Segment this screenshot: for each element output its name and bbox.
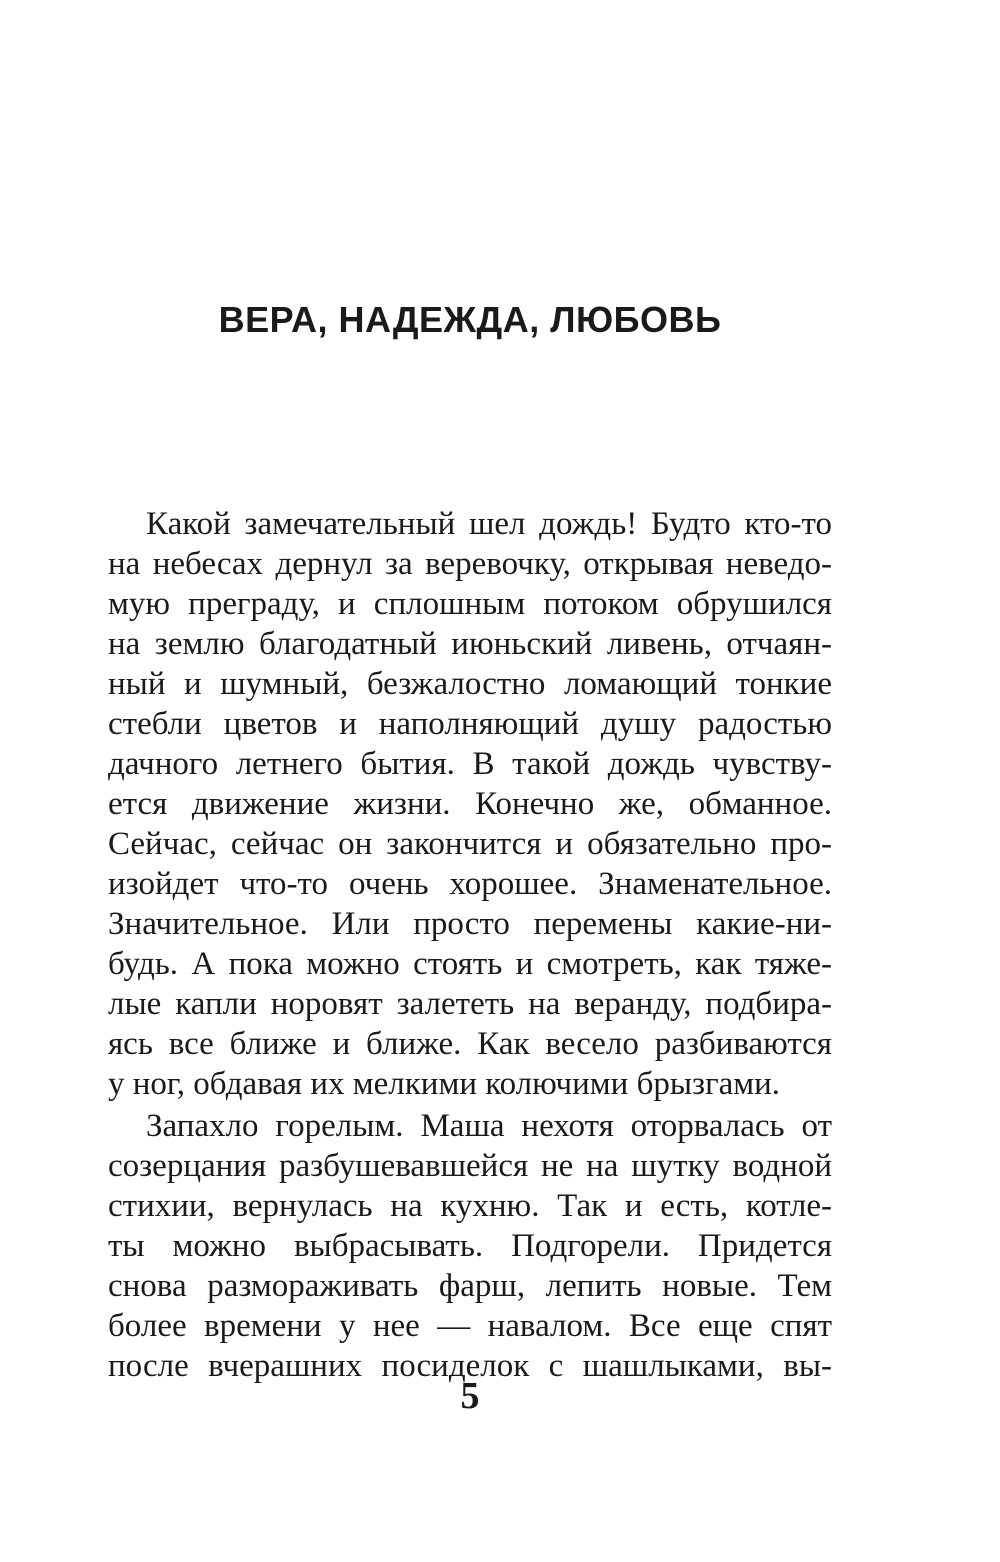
- text-line: на землю благодатный июньский ливень, отчаян-: [108, 626, 832, 662]
- text-line: ясь все ближе и ближе. Как весело разбиваются: [108, 1026, 832, 1062]
- text-line: у ног, обдавая их мелкими колючими брызгами.: [108, 1066, 781, 1102]
- text-line: Сейчас, сейчас он закончится и обязательно про-: [108, 826, 832, 862]
- body-text: [108, 504, 832, 1386]
- text-line: после вчерашних посиделок с шашлыками, вы-: [108, 1348, 832, 1384]
- text-line: лые капли норовят залететь на веранду, подбира-: [108, 986, 832, 1022]
- text-line: ный и шумный, безжалостно ломающий тонкие: [108, 666, 832, 702]
- text-line: Какой замечательный шел дождь! Будто кто-то: [146, 506, 832, 542]
- text-line: будь. А пока можно стоять и смотреть, как тяже-: [108, 946, 832, 982]
- text-line: снова размораживать фарш, лепить новые. Тем: [108, 1268, 832, 1304]
- text-line: более времени у нее — навалом. Все еще спят: [108, 1308, 832, 1344]
- text-line: ется движение жизни. Конечно же, обманное.: [108, 786, 832, 822]
- page-number: 5: [460, 1375, 480, 1417]
- text-line: стебли цветов и наполняющий душу радостью: [108, 706, 832, 742]
- text-line: изойдет что-то очень хорошее. Знаменательное.: [108, 866, 832, 902]
- text-line: ты можно выбрасывать. Подгорели. Придется: [108, 1228, 832, 1264]
- text-line: Запахло горелым. Маша нехотя оторвалась от: [146, 1108, 832, 1144]
- text-line: стихии, вернулась на кухню. Так и есть, котле-: [108, 1188, 832, 1224]
- text-line: на небесах дернул за веревочку, открывая неведо-: [108, 546, 832, 582]
- text-line: мую преграду, и сплошным потоком обрушился: [108, 586, 832, 622]
- text-line: созерцания разбушевавшейся не на шутку водной: [108, 1148, 832, 1184]
- text-line: Значительное. Или просто перемены какие-ни-: [108, 906, 832, 942]
- chapter-title: ВЕРА, НАДЕЖДА, ЛЮБОВЬ: [218, 299, 722, 340]
- text-line: дачного летнего бытия. В такой дождь чувству-: [108, 746, 832, 782]
